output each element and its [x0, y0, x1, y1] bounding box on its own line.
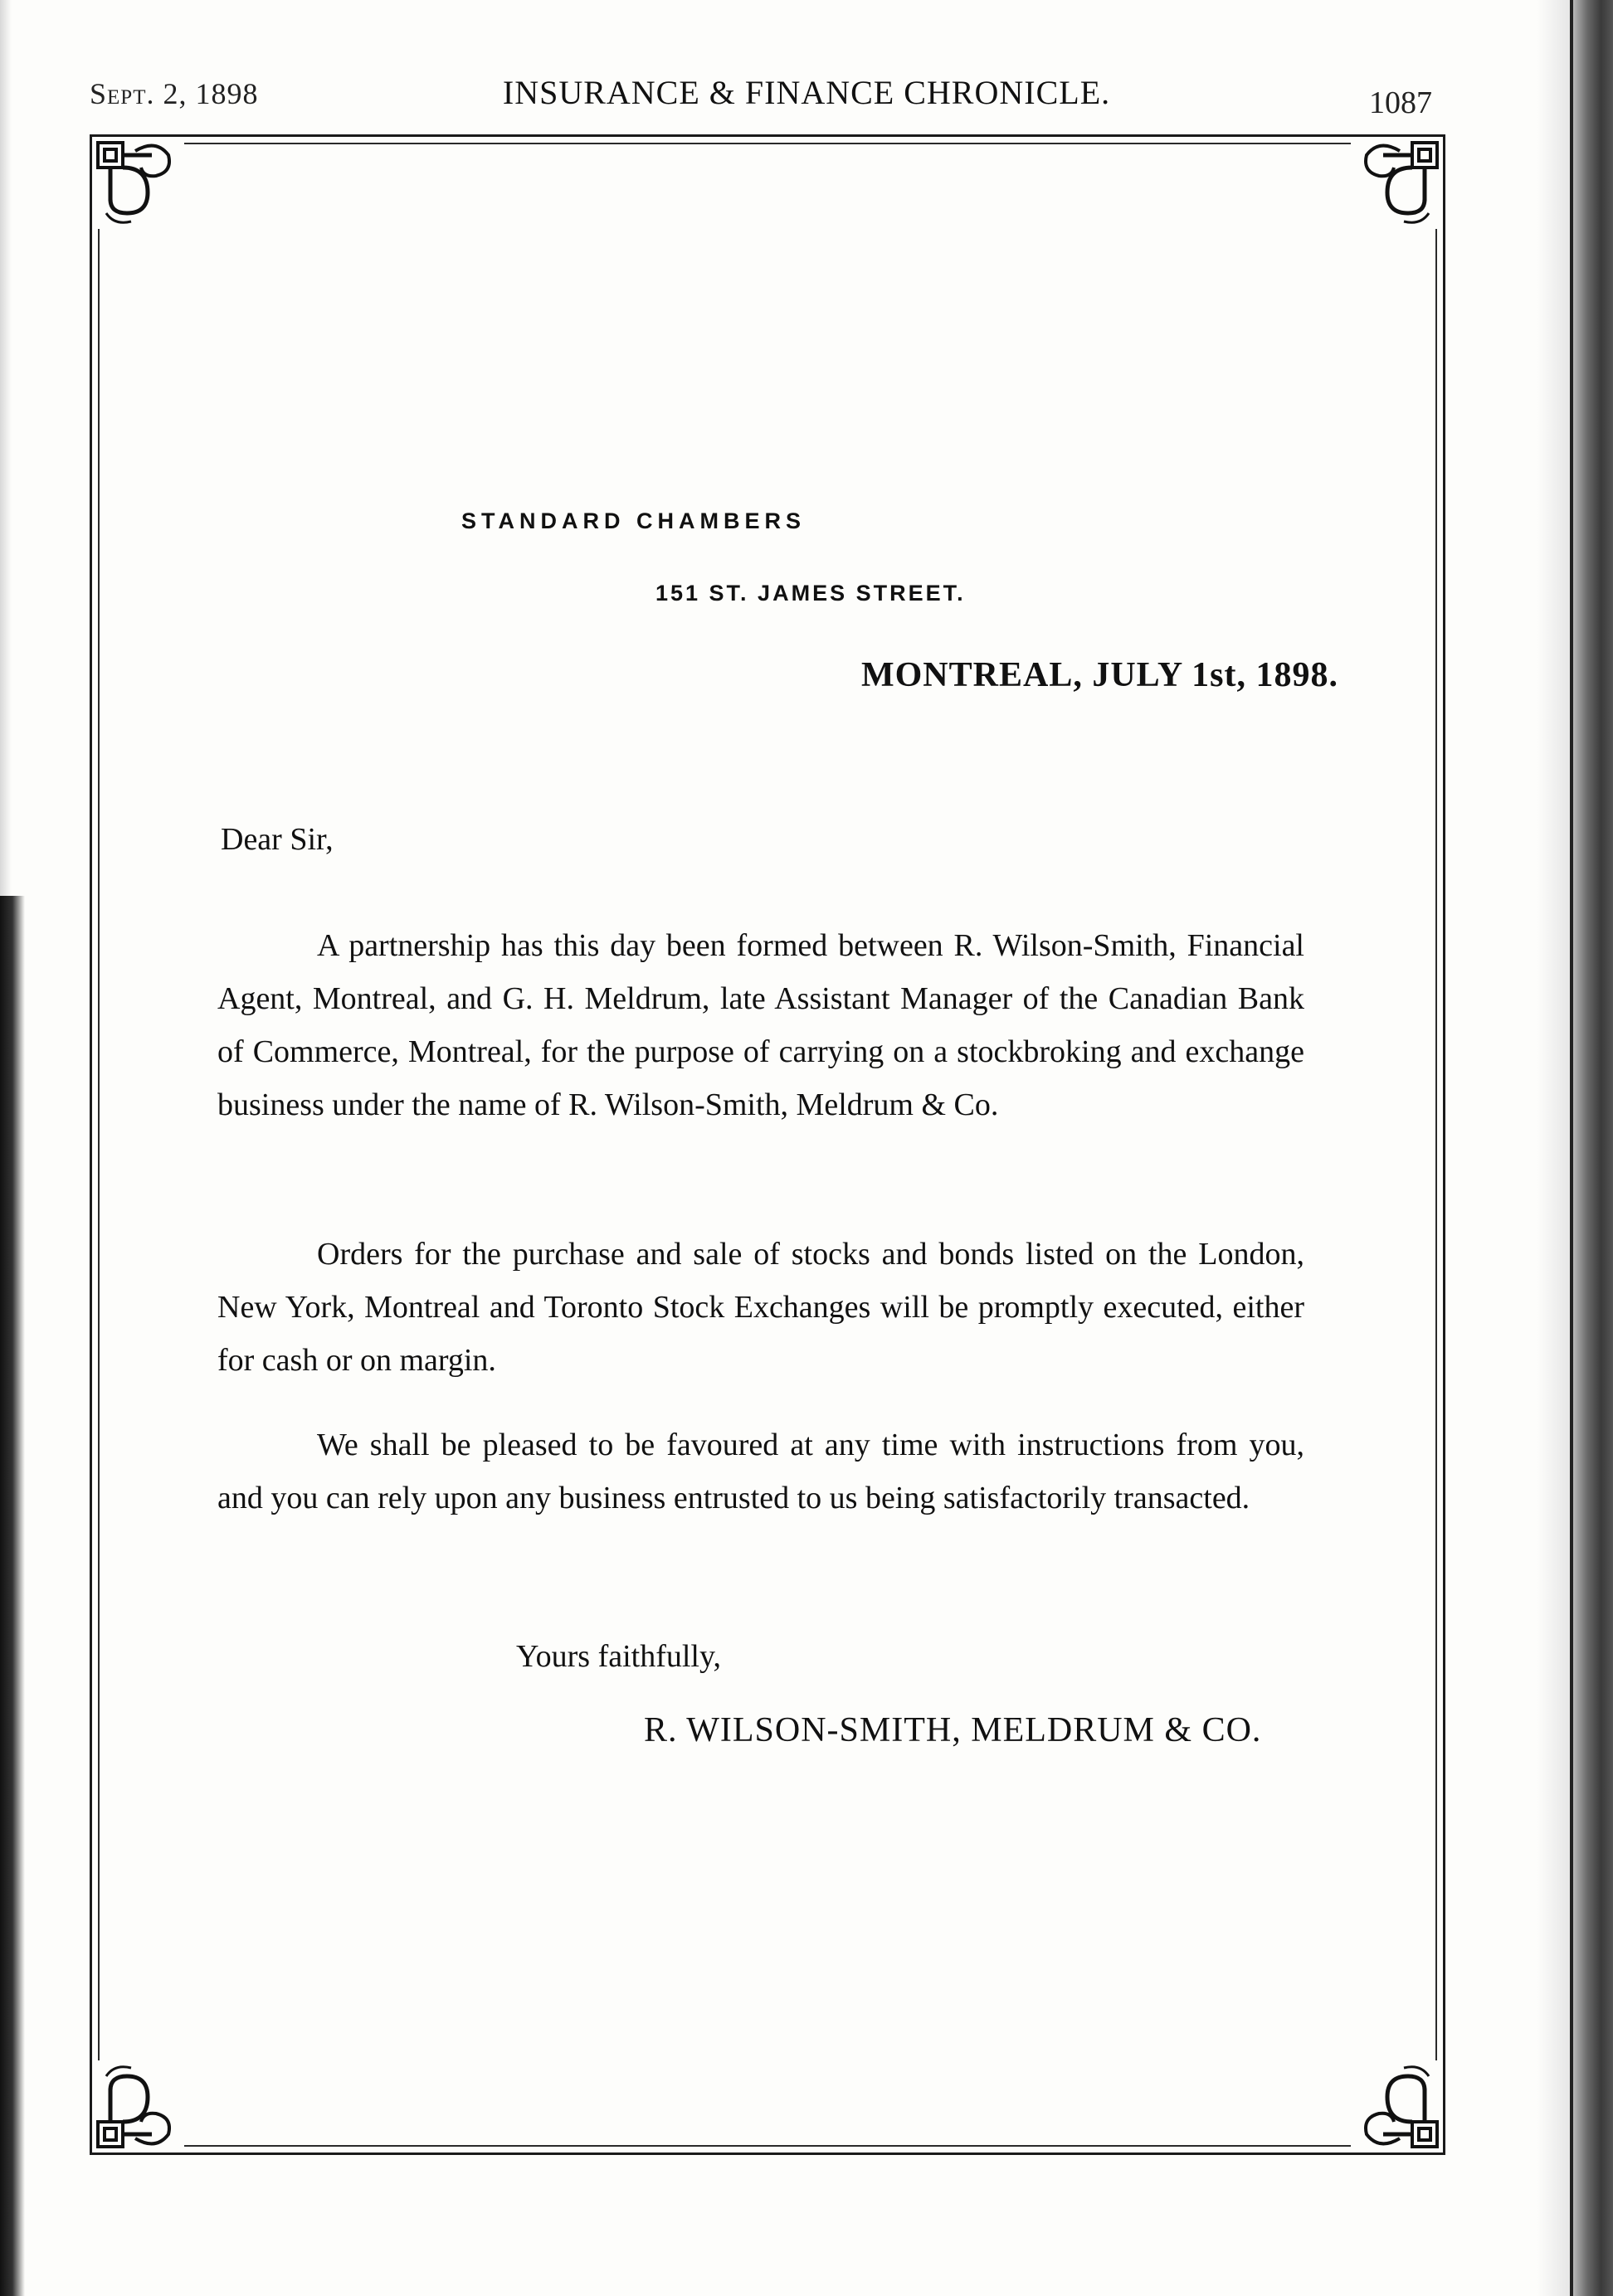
letterhead-address: 151 ST. JAMES STREET. [655, 581, 966, 606]
ornament-corner-bottom-right-icon [1346, 2055, 1445, 2155]
letterhead-building: STANDARD CHAMBERS [461, 508, 806, 533]
letter-signature: R. WILSON-SMITH, MELDRUM & CO. [644, 1711, 1262, 1749]
letter-dateline: MONTREAL, JULY 1st, 1898. [861, 656, 1338, 694]
scan-edge-left-top [0, 0, 12, 896]
header-date: Sept. 2, 1898 [90, 77, 259, 110]
binding-strip [1573, 0, 1613, 2296]
letter-closing: Yours faithfully, [516, 1639, 722, 1674]
page-number: 1087 [1369, 85, 1432, 120]
ornament-corner-top-left-icon [90, 134, 189, 234]
ornament-corner-top-right-icon [1346, 134, 1445, 234]
letter-paragraph: A partnership has this day been formed between R. Wilson-Smith, Financial Agent, Montreal, and G. H. Meldrum, late Assistant Manager of the Canadian Bank of Commerce, Montreal, for the purpose of carrying on a stockbroking and exchange business under the name of R. Wilson-Smith, Meldrum & Co. [217, 928, 1304, 1122]
letter-paragraph: We shall be pleased to be favoured at any time with instructions from you, and you can rely upon any business entrusted to us being satisfactorily transacted. [217, 1428, 1304, 1515]
ornamental-border-inner [98, 143, 1437, 2147]
ornament-corner-bottom-left-icon [90, 2055, 189, 2155]
header-title: INSURANCE & FINANCE CHRONICLE. [502, 74, 1111, 111]
binding-shadow [1537, 0, 1570, 2296]
letter-salutation: Dear Sir, [221, 822, 334, 857]
scan-edge-left [0, 896, 25, 2296]
letter-paragraph: Orders for the purchase and sale of stocks and bonds listed on the London, New York, Montreal and Toronto Stock Exchanges will be promptly executed, either for cash or on margin. [217, 1237, 1304, 1378]
